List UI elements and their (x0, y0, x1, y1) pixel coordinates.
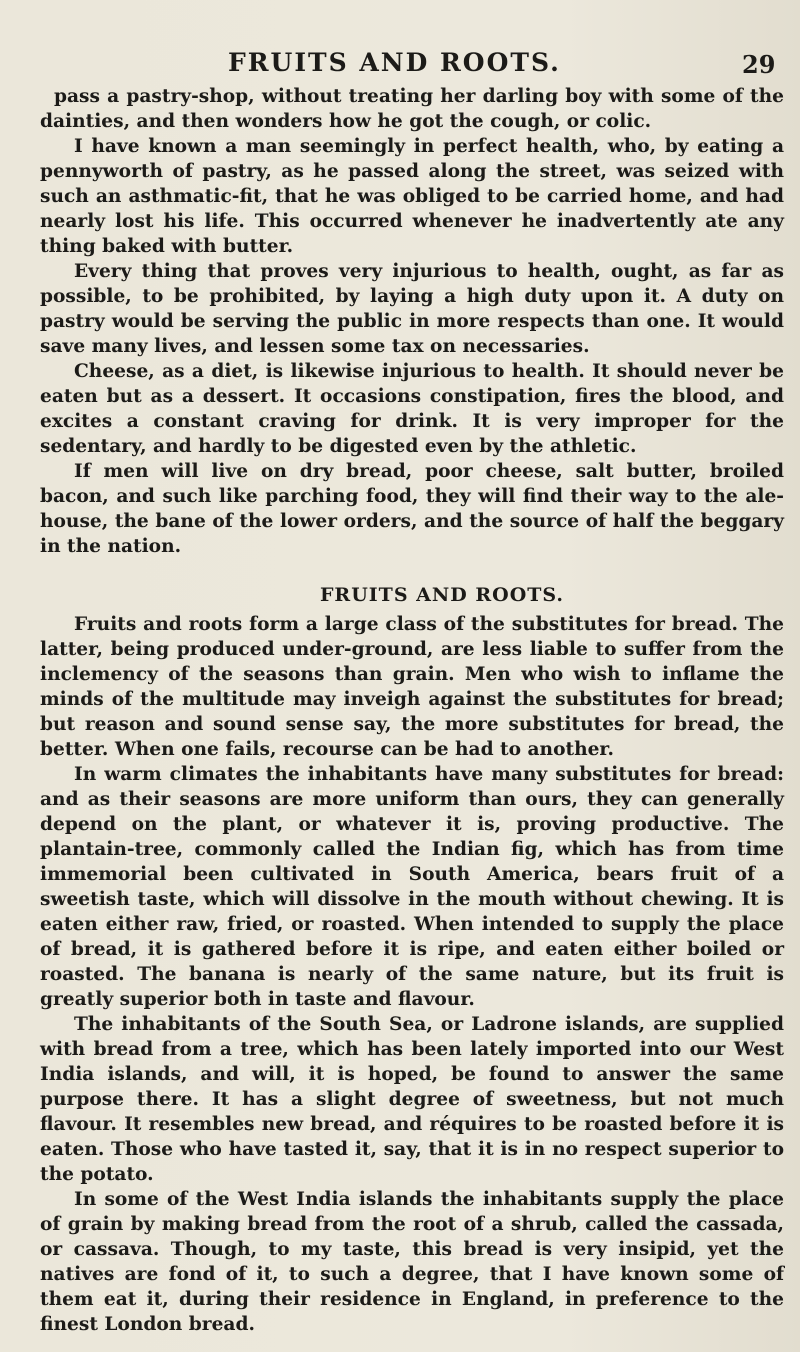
running-title: FRUITS AND ROOTS. (228, 48, 561, 77)
paragraph: Cheese, as a diet, is likewise injurious to health. It should never be eaten but as a dessert. It occasions constipation, fires the blood, and excites a constant craving for drink. It is very improper for the sedentary, and hardly to be digested even by the athletic. (40, 361, 784, 457)
paragraph: In some of the West India islands the inhabitants supply the place of grain by making bread from the root of a shrub, called the cassada, or cassava. Though, to my taste, this bread is very insipid, yet the natives are fond of it, to such a degree, that I have known some of them eat it, during their residence in England, in preference to the finest London bread. (40, 1189, 784, 1335)
paragraph: Fruits and roots form a large class of the substitutes for bread. The latter, being produced under-ground, are less liable to suffer from the inclemency of the seasons than grain. Men who wish to inflame the minds of the multitude may inveigh against the substitutes for bread; but reason and sound sense say, the more substitutes for bread, the better. When one fails, recourse can be had to another. (40, 614, 784, 760)
running-head (0, 48, 800, 88)
section-heading: FRUITS AND ROOTS. (319, 584, 565, 606)
body-text (40, 84, 784, 1337)
paragraph: Every thing that proves very injurious to health, ought, as far as possible, to be prohibited, by laying a high duty upon it. A duty on pastry would be serving the public in more respects than one. It would save many lives, and lessen some tax on necessaries. (40, 261, 784, 357)
paragraph: pass a pastry-shop, without treating her darling boy with some of the dainties, and then wonders how he got the cough, or colic. (40, 86, 784, 132)
page-number: 29 (742, 50, 776, 79)
paragraph: If men will live on dry bread, poor cheese, salt butter, broiled bacon, and such like parching food, they will find their way to the ale-house, the bane of the lower orders, and the source of half the beggary in the nation. (40, 461, 784, 557)
paragraph: I have known a man seemingly in perfect health, who, by eating a pennyworth of pastry, as he passed along the street, was seized with such an asthmatic-fit, that he was obliged to be carried home, and had nearly lost his life. This occurred whenever he inadvertently ate any thing baked with butter. (40, 136, 784, 257)
paragraph: In warm climates the inhabitants have many substitutes for bread: and as their seasons are more uniform than ours, they can generally depend on the plant, or whatever it is, proving productive. The plantain-tree, commonly called the Indian fig, which has from time immemorial been cultivated in South America, bears fruit of a sweetish taste, which will dissolve in the mouth without chewing. It is eaten either raw, fried, or roasted. When intended to supply the place of bread, it is gathered before it is ripe, and eaten either boiled or roasted. The banana is nearly of the same nature, but its fruit is greatly superior both in taste and flavour. (40, 764, 784, 1010)
paragraph: The inhabitants of the South Sea, or Ladrone islands, are supplied with bread from a tree, which has been lately imported into our West India islands, and will, it is hoped, be found to answer the same purpose there. It has a slight degree of sweetness, but not much flavour. It resembles new bread, and réquires to be roasted before it is eaten. Those who have tasted it, say, that it is in no respect superior to the potato. (40, 1014, 784, 1185)
